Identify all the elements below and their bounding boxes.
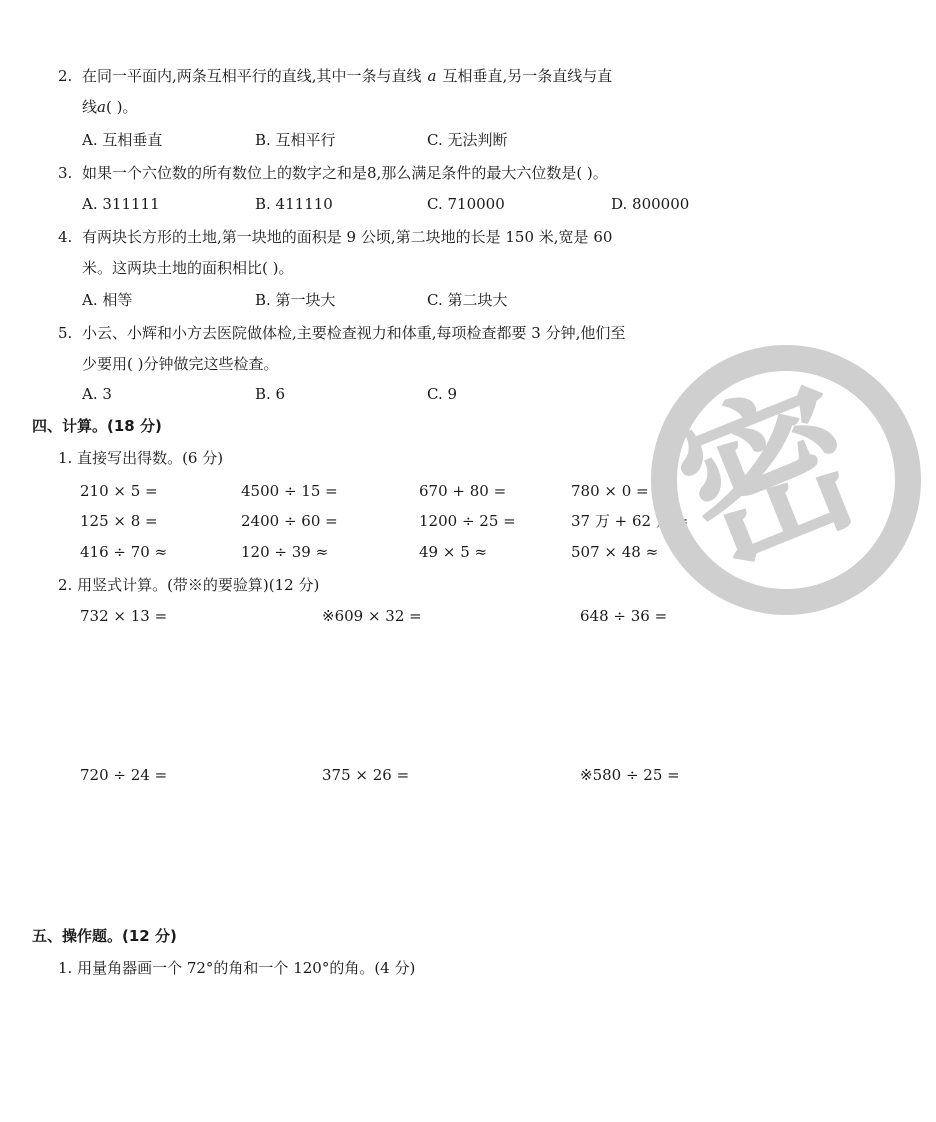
q5-text-line1: 小云、小辉和小方去医院做体检,主要检查视力和体重,每项检查都要 3 分钟,他们至 [82, 324, 626, 342]
q4-text-line2: 米。这两块土地的面积相比( )。 [82, 259, 294, 277]
stamp-character: 密 [653, 353, 886, 601]
q2-number: 2. [58, 67, 73, 85]
q4-option-b: B. 第一块大 [255, 291, 336, 309]
calc-item: 1200 ÷ 25 = [419, 512, 516, 530]
q3-option-a: A. 311111 [82, 195, 160, 213]
q2-option-c: C. 无法判断 [427, 131, 508, 149]
section4-q1-title: 1. 直接写出得数。(6 分) [58, 449, 224, 467]
q2-line2-variable: a [97, 98, 106, 116]
section5-title: 五、操作题。(12 分) [32, 927, 177, 945]
q3-option-d: D. 800000 [611, 195, 690, 213]
calc-item: 210 × 5 = [80, 482, 158, 500]
q2-option-b: B. 互相平行 [255, 131, 336, 149]
q4-option-a: A. 相等 [82, 291, 133, 309]
q2-variable: a [427, 67, 437, 85]
q5-option-b: B. 6 [255, 385, 286, 403]
section4-q2-title: 2. 用竖式计算。(带※的要验算)(12 分) [58, 576, 320, 594]
q2-text-line2 [82, 97, 137, 117]
q2-text-pre: 在同一平面内,两条互相平行的直线,其中一条与直线 [82, 67, 422, 85]
q3-option-c: C. 710000 [427, 195, 505, 213]
calc-item: 2400 ÷ 60 = [241, 512, 338, 530]
calc-item: 37 万 + 62 万 = [571, 512, 689, 530]
q2-line2-post: ( )。 [105, 98, 138, 116]
vertical-calc-item: 732 × 13 = [80, 607, 168, 625]
calc-item: 416 ÷ 70 ≈ [80, 543, 168, 561]
calc-item: 49 × 5 ≈ [419, 543, 488, 561]
q3-option-b: B. 411110 [255, 195, 333, 213]
calc-item: 780 × 0 = [571, 482, 649, 500]
q2-line2-pre: 线 [82, 98, 98, 116]
vertical-calc-item: ※580 ÷ 25 = [580, 766, 680, 784]
q5-option-c: C. 9 [427, 385, 458, 403]
vertical-calc-item: 720 ÷ 24 = [80, 766, 168, 784]
q2-text-line1 [82, 66, 612, 86]
calc-item: 125 × 8 = [80, 512, 158, 530]
section5-q1: 1. 用量角器画一个 72°的角和一个 120°的角。(4 分) [58, 959, 416, 977]
vertical-calc-item: 648 ÷ 36 = [580, 607, 668, 625]
q2-option-a: A. 互相垂直 [82, 131, 163, 149]
q5-text-line2: 少要用( )分钟做完这些检查。 [82, 355, 279, 373]
vertical-calc-item: ※609 × 32 = [322, 607, 422, 625]
q5-option-a: A. 3 [82, 385, 112, 403]
calc-item: 507 × 48 ≈ [571, 543, 659, 561]
confidential-stamp [636, 345, 936, 615]
q4-text-line1: 有两块长方形的土地,第一块地的面积是 9 公顷,第二块地的长是 150 米,宽是 60 [82, 228, 613, 246]
calc-item: 4500 ÷ 15 = [241, 482, 338, 500]
q4-number: 4. [58, 228, 73, 246]
q5-number: 5. [58, 324, 73, 342]
q2-text-post: 互相垂直,另一条直线与直 [442, 67, 613, 85]
section4-title: 四、计算。(18 分) [32, 417, 162, 435]
q3-number: 3. [58, 164, 73, 182]
calc-item: 670 + 80 = [419, 482, 507, 500]
vertical-calc-item: 375 × 26 = [322, 766, 410, 784]
q4-option-c: C. 第二块大 [427, 291, 508, 309]
calc-item: 120 ÷ 39 ≈ [241, 543, 329, 561]
q3-text: 如果一个六位数的所有数位上的数字之和是8,那么满足条件的最大六位数是( )。 [82, 164, 608, 182]
